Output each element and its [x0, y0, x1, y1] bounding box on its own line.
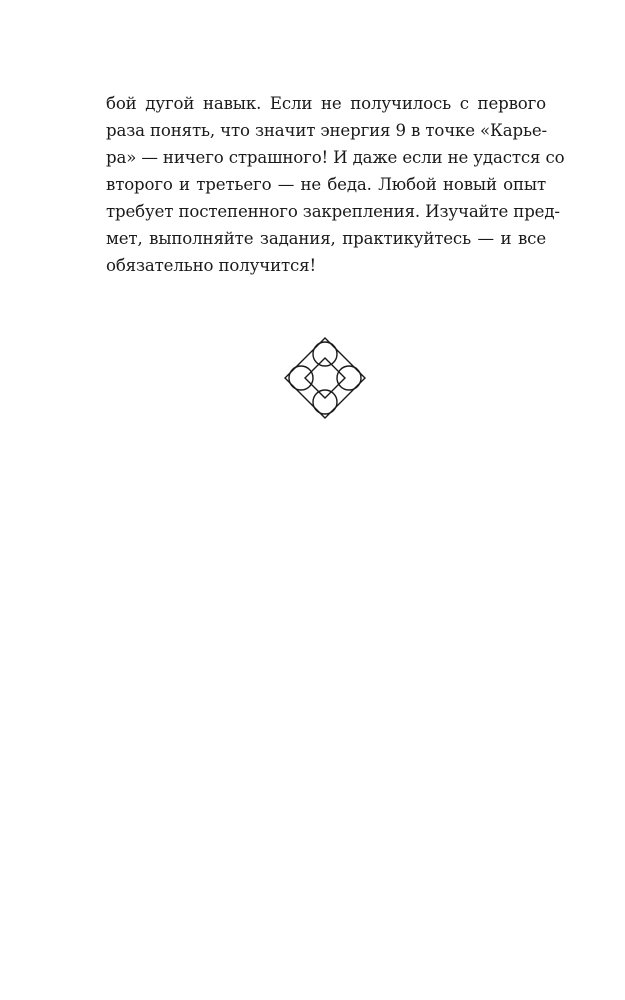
left-circle-shape	[289, 366, 313, 390]
paragraph-line: раза понять, что значит энергия 9 в точке «Карье-	[106, 121, 547, 140]
paragraph-line: ра» — ничего страшного! И даже если не удастся со	[106, 148, 565, 167]
bottom-circle-shape	[313, 390, 337, 414]
right-circle-shape	[337, 366, 361, 390]
diamond-knot-ornament-icon	[284, 337, 366, 419]
outer-diamond-shape	[285, 338, 365, 418]
inner-diamond-shape	[305, 358, 345, 398]
paragraph-line: требует постепенного закрепления. Изучайте пред-	[106, 202, 560, 221]
paragraph-line: обязательно получится!	[106, 256, 316, 275]
paragraph-line: бой дугой навык. Если не получилось с первого	[106, 94, 546, 113]
body-paragraph	[106, 90, 565, 279]
paragraph-line: второго и третьего — не беда. Любой новый опыт	[106, 175, 546, 194]
paragraph-line: мет, выполняйте задания, практикуйтесь — и все	[106, 229, 546, 248]
top-circle-shape	[313, 342, 337, 366]
